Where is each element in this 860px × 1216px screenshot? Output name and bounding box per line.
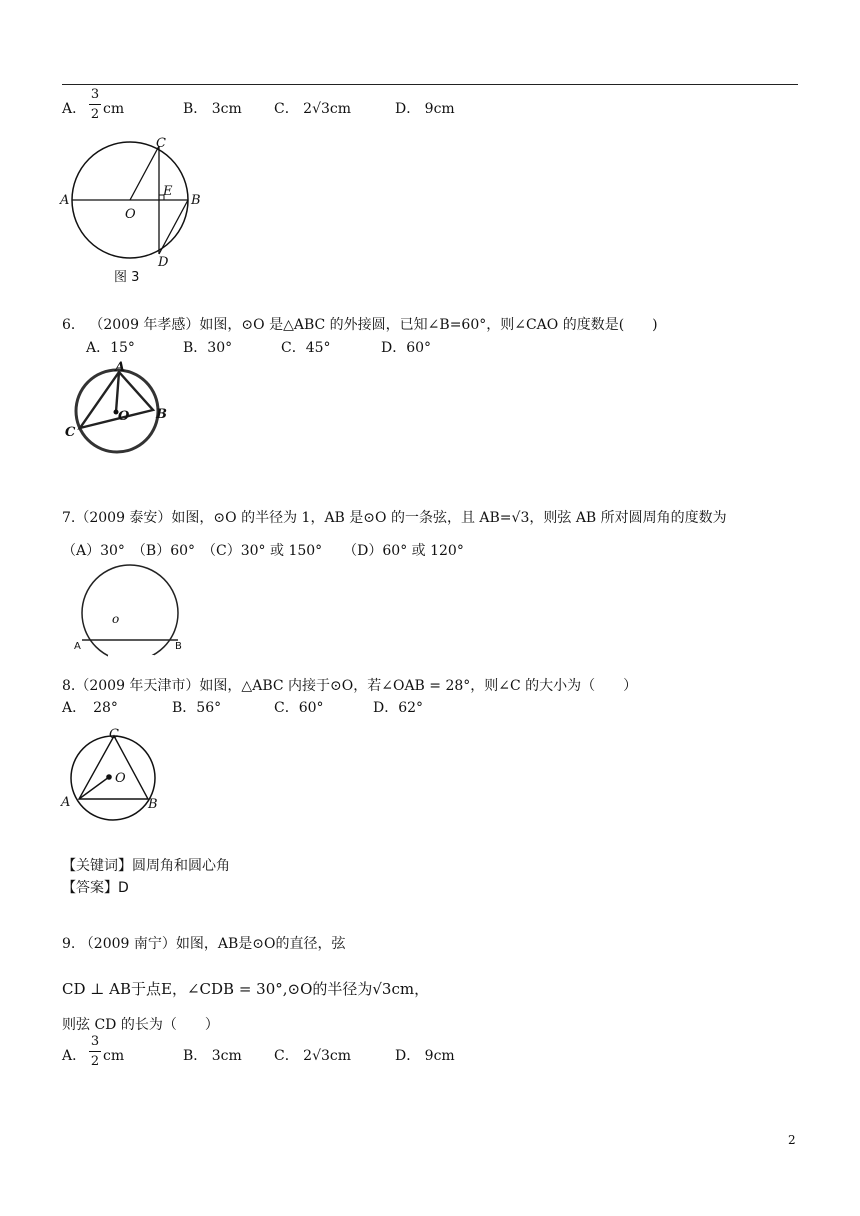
q8-keywords: 【关键词】圆周角和圆心角: [62, 858, 230, 874]
q5-option-a-label: A．: [62, 101, 87, 117]
q7-label-b: B: [175, 641, 182, 652]
q7-label-o: o: [112, 612, 120, 626]
q5-option-a-unit: cm: [103, 101, 125, 117]
q8-label-a: A: [61, 795, 71, 810]
q8-label-b: B: [148, 797, 158, 812]
q8-option-b: B．56°: [172, 700, 222, 716]
q8-label-c: C: [109, 727, 119, 742]
q8-diagram: [58, 726, 168, 826]
q8-option-d: D．62°: [373, 700, 424, 716]
header-rule: [62, 84, 798, 85]
q5-option-a-denominator: 2: [90, 107, 100, 122]
q7-options: （A）30° （B）60° （C）30° 或 150° （D）60° 或 120°: [62, 543, 464, 559]
figure-3-diagram: [55, 138, 215, 288]
q6-question: 6． （2009 年孝感）如图，⊙O 是△ABC 的外接圆，已知∠B=60°，则∠CAO 的度数是( ): [62, 317, 658, 333]
q9-fraction-bar: [89, 1051, 101, 1052]
fig3-label-c: C: [156, 136, 166, 151]
q9-option-b: B． 3cm: [183, 1048, 242, 1064]
q6-option-d: D．60°: [381, 340, 432, 356]
q7-question: 7.（2009 泰安）如图，⊙O 的半径为 1，AB 是⊙O 的一条弦，且 AB=√3，则弦 AB 所对圆周角的度数为: [62, 510, 727, 526]
fig3-label-b: B: [191, 193, 201, 208]
q5-fraction-bar: [89, 104, 101, 105]
fig3-label-e: E: [163, 184, 173, 199]
q6-label-c: C: [65, 425, 76, 440]
q8-option-a: A． 28°: [62, 700, 118, 716]
q6-label-b: B: [156, 407, 167, 422]
q5-option-d: D． 9cm: [395, 101, 455, 117]
q9-option-a-denominator: 2: [90, 1054, 100, 1069]
q9-line-3: 则弦 CD 的长为（ ）: [62, 1017, 219, 1033]
fig3-label-a: A: [60, 193, 70, 208]
q6-diagram: [60, 360, 180, 460]
fig3-caption: 图 3: [114, 270, 140, 285]
fig3-label-o: O: [125, 207, 136, 222]
q5-option-a-numerator: 3: [90, 87, 100, 102]
q6-option-a: A．15°: [86, 340, 135, 356]
q6-option-b: B．30°: [183, 340, 233, 356]
q8-answer: 【答案】D: [62, 880, 129, 896]
q9-option-d: D． 9cm: [395, 1048, 455, 1064]
q8-label-o: O: [115, 771, 126, 786]
q6-label-a: A: [115, 360, 126, 375]
q6-option-c: C．45°: [281, 340, 331, 356]
fig3-label-d: D: [158, 255, 169, 270]
q9-option-a-unit: cm: [103, 1048, 125, 1064]
q7-label-a: A: [74, 641, 81, 652]
q9-option-a-label: A．: [62, 1048, 87, 1064]
q5-option-b: B． 3cm: [183, 101, 242, 117]
q8-option-c: C．60°: [274, 700, 324, 716]
q9-line-2: CD ⊥ AB于点E，∠CDB = 30°,⊙O的半径为√3cm，: [62, 980, 430, 998]
q9-option-c: C． 2√3cm: [274, 1048, 352, 1064]
q6-label-o: O: [118, 409, 130, 424]
q9-option-a-numerator: 3: [90, 1034, 100, 1049]
q7-diagram: [68, 565, 198, 665]
page-number: 2: [788, 1133, 796, 1147]
q8-question: 8.（2009 年天津市）如图，△ABC 内接于⊙O，若∠OAB = 28°，则∠C 的大小为（ ）: [62, 678, 638, 694]
q5-option-c: C． 2√3cm: [274, 101, 352, 117]
q9-line-1: 9. （2009 南宁）如图，AB是⊙O的直径，弦: [62, 936, 346, 952]
